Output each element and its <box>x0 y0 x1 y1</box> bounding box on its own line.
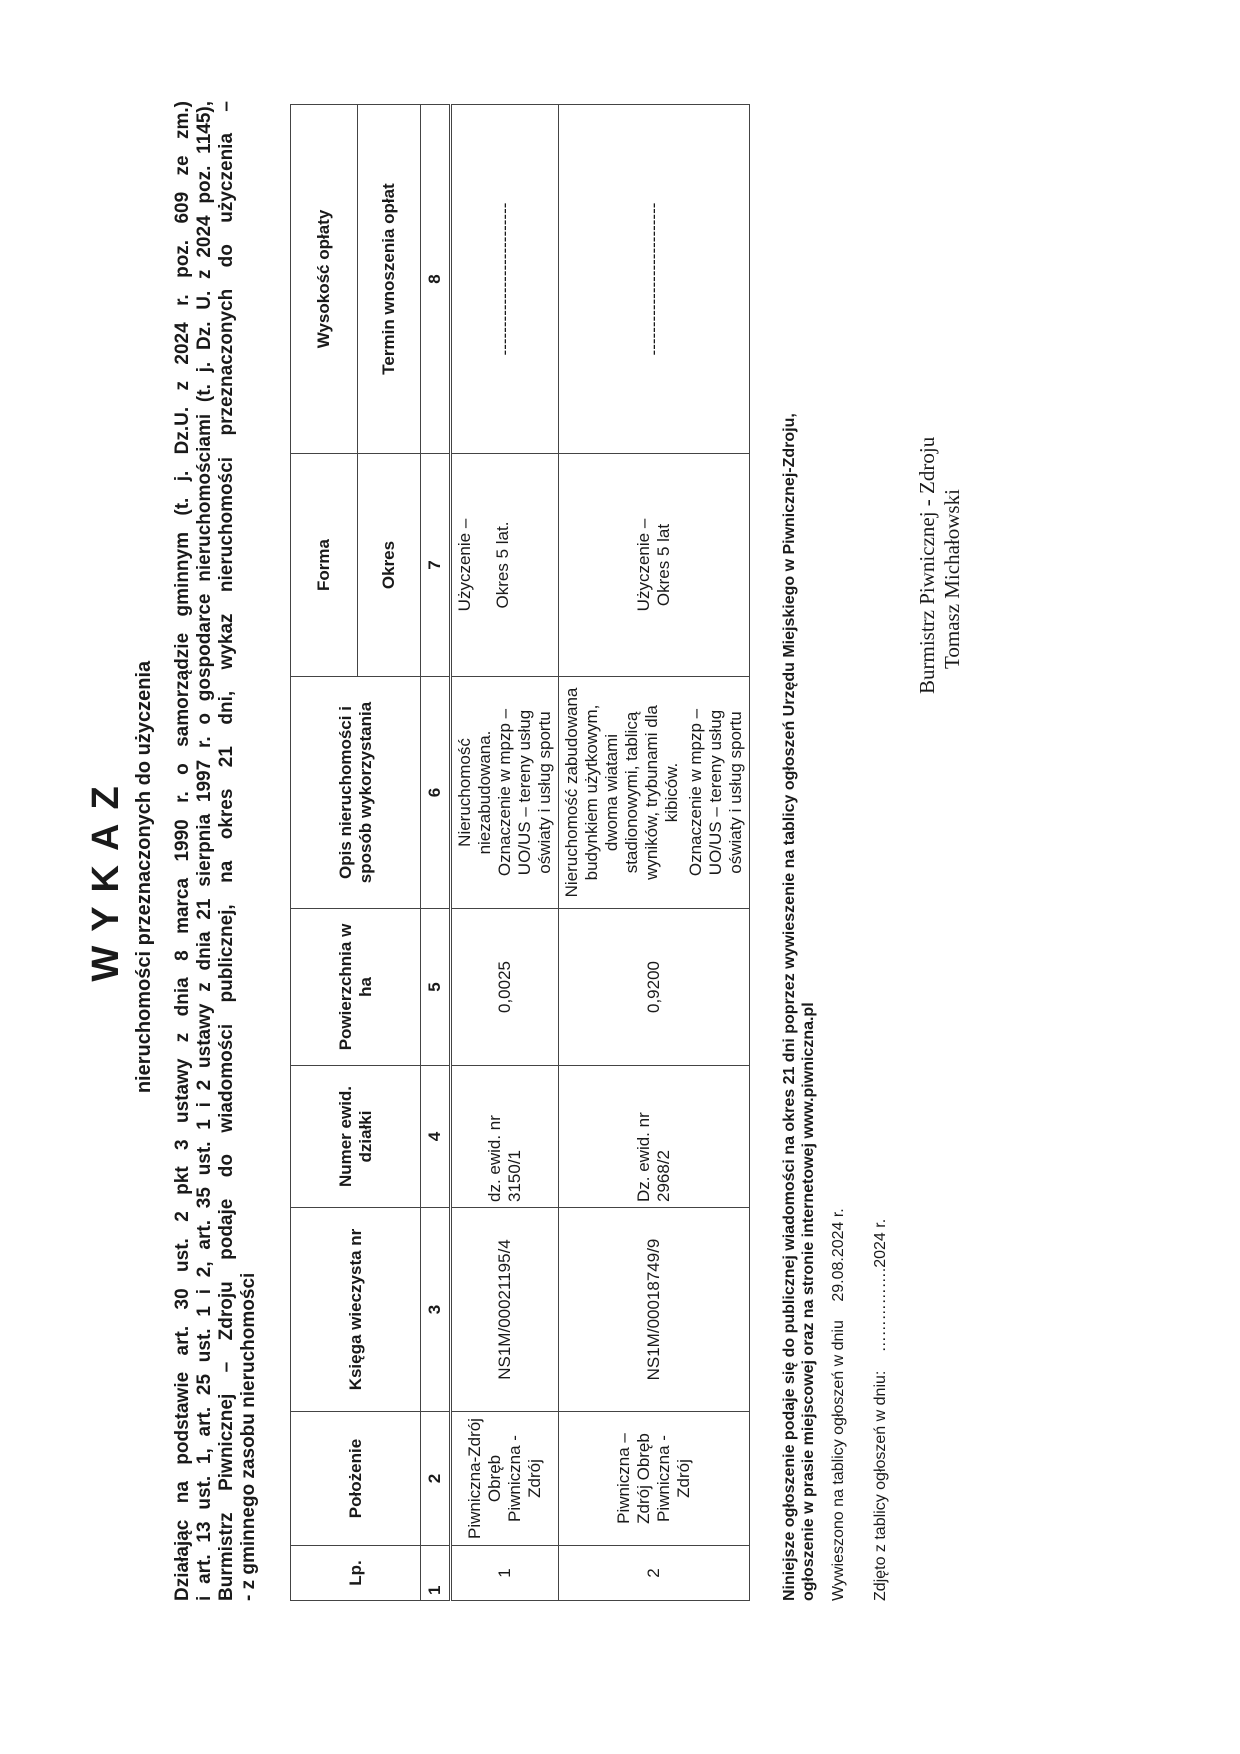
row-wysokosc: --------------------------- <box>559 105 750 454</box>
table-row <box>559 105 750 1601</box>
row-opis-line: Oznaczenie w mpzp – UO/US – tereny usług oświaty i usług sportu <box>686 708 745 877</box>
intro-line: - z gminnego zasobu nieruchomości <box>238 1272 259 1601</box>
row-opis-line: Nieruchomość niezabudowana. <box>455 730 494 855</box>
column-number: 3 <box>421 1208 451 1412</box>
row-ksiega: NS1M/00018749/9 <box>559 1208 750 1412</box>
column-number: 1 <box>421 1546 451 1601</box>
document-title: WYKAZ <box>85 772 127 982</box>
intro-line: Działając na podstawie art. 30 ust. 2 pkt 3 ustawy z dnia 8 marca 1990 r. o samorządzie gminnym (t. j. Dz.U. z 2024 r. poz. 609 ze zm.) <box>172 101 193 1601</box>
publication-notice <box>780 201 818 1601</box>
row-okres-value: Okres 5 lat. <box>493 521 512 609</box>
column-number: 6 <box>421 677 451 909</box>
removed-date-line <box>872 1219 890 1601</box>
row-opis-line: Nieruchomość zabudowana budynkiem użytkowym, dwoma wiatami stadionowymi, tablicą wyników, trybunami dla kibiców. <box>562 687 681 898</box>
row-wysokosc: --------------------------- <box>451 105 559 454</box>
header-polozenie: Położenie <box>291 1412 421 1546</box>
row-forma-value: Użyczenie – <box>634 518 653 612</box>
header-opis: Opis nieruchomości i sposób wykorzystania <box>291 677 421 909</box>
row-opis-line: Oznaczenie w mpzp – UO/US – tereny usług oświaty i usług sportu <box>495 708 554 877</box>
row-ksiega: NS1M/00021195/4 <box>451 1208 559 1412</box>
intro-line: i art. 13 ust. 1, art. 25 ust. 1 i 2, art. 35 ust. 1 i 2 ustawy z dnia 21 sierpnia 1997 r. o gospodarce nieruchomościami (t. j. Dz. U. z 2024 poz. 1145), <box>194 101 215 1601</box>
posted-date: 29.08.2024 r. <box>830 1208 847 1302</box>
row-forma <box>451 454 559 677</box>
column-number-row <box>421 105 451 1601</box>
row-polozenie: Piwniczna – Zdrój Obręb Piwniczna - Zdrój <box>559 1412 750 1546</box>
row-okres-value: Okres 5 lat <box>654 523 673 607</box>
signature-office: Burmistrz Piwnicznej - Zdroju <box>915 436 939 694</box>
row-lp: 1 <box>451 1546 559 1601</box>
row-forma-value: Użyczenie – <box>455 518 474 612</box>
header-powierzchnia: Powierzchnia w ha <box>291 909 421 1066</box>
row-forma <box>559 454 750 677</box>
header-lp: Lp. <box>291 1546 421 1601</box>
signature-name: Tomasz Michałowski <box>940 489 964 669</box>
row-powierzchnia: 0,9200 <box>559 909 750 1066</box>
row-lp: 2 <box>559 1546 750 1601</box>
removed-date: …………….2024 r. <box>872 1218 889 1353</box>
posted-label: Wywieszono na tablicy ogłoszeń w dniu <box>830 1320 847 1601</box>
removed-label: Zdjęto z tablicy ogłoszeń w dniu: <box>872 1370 889 1601</box>
header-ksiega: Księga wieczysta nr <box>291 1208 421 1412</box>
document-subtitle: nieruchomości przeznaczonych do użyczenia <box>133 660 155 1094</box>
notice-line: ogłoszenie w prasie miejscowej oraz na stronie internetowej www.piwniczna.pl <box>800 1002 817 1601</box>
header-termin: Termin wnoszenia opłat <box>358 105 421 454</box>
notice-line: Niniejsze ogłoszenie podaje się do publicznej wiadomości na okres 21 dni poprzez wywieszenie na tablicy ogłoszeń Urzędu Miejskiego w Piwnicznej-Zdroju, <box>781 413 798 1601</box>
column-number: 7 <box>421 454 451 677</box>
header-forma: Forma <box>291 454 358 677</box>
row-powierzchnia: 0,0025 <box>451 909 559 1066</box>
intro-line: Burmistrz Piwnicznej – Zdroju podaje do wiadomości publicznej, na okres 21 dni, wykaz nieruchomości przeznaczonych do użyczenia – <box>216 101 237 1601</box>
column-number: 2 <box>421 1412 451 1546</box>
column-number: 4 <box>421 1066 451 1208</box>
row-numer: Dz. ewid. nr 2968/2 <box>559 1066 750 1208</box>
column-number: 5 <box>421 909 451 1066</box>
row-opis <box>559 677 750 909</box>
row-numer: dz. ewid. nr 3150/1 <box>451 1066 559 1208</box>
column-number: 8 <box>421 105 451 454</box>
property-table <box>290 104 750 1601</box>
header-row <box>291 105 358 1601</box>
intro-paragraph <box>172 101 260 1601</box>
table-row <box>451 105 559 1601</box>
row-polozenie: Piwniczna-Zdrój Obręb Piwniczna - Zdrój <box>451 1412 559 1546</box>
header-numer: Numer ewid. działki <box>291 1066 421 1208</box>
header-wysokosc: Wysokość opłaty <box>291 105 358 454</box>
row-opis <box>451 677 559 909</box>
header-okres: Okres <box>358 454 421 677</box>
posted-date-line <box>830 1208 848 1601</box>
